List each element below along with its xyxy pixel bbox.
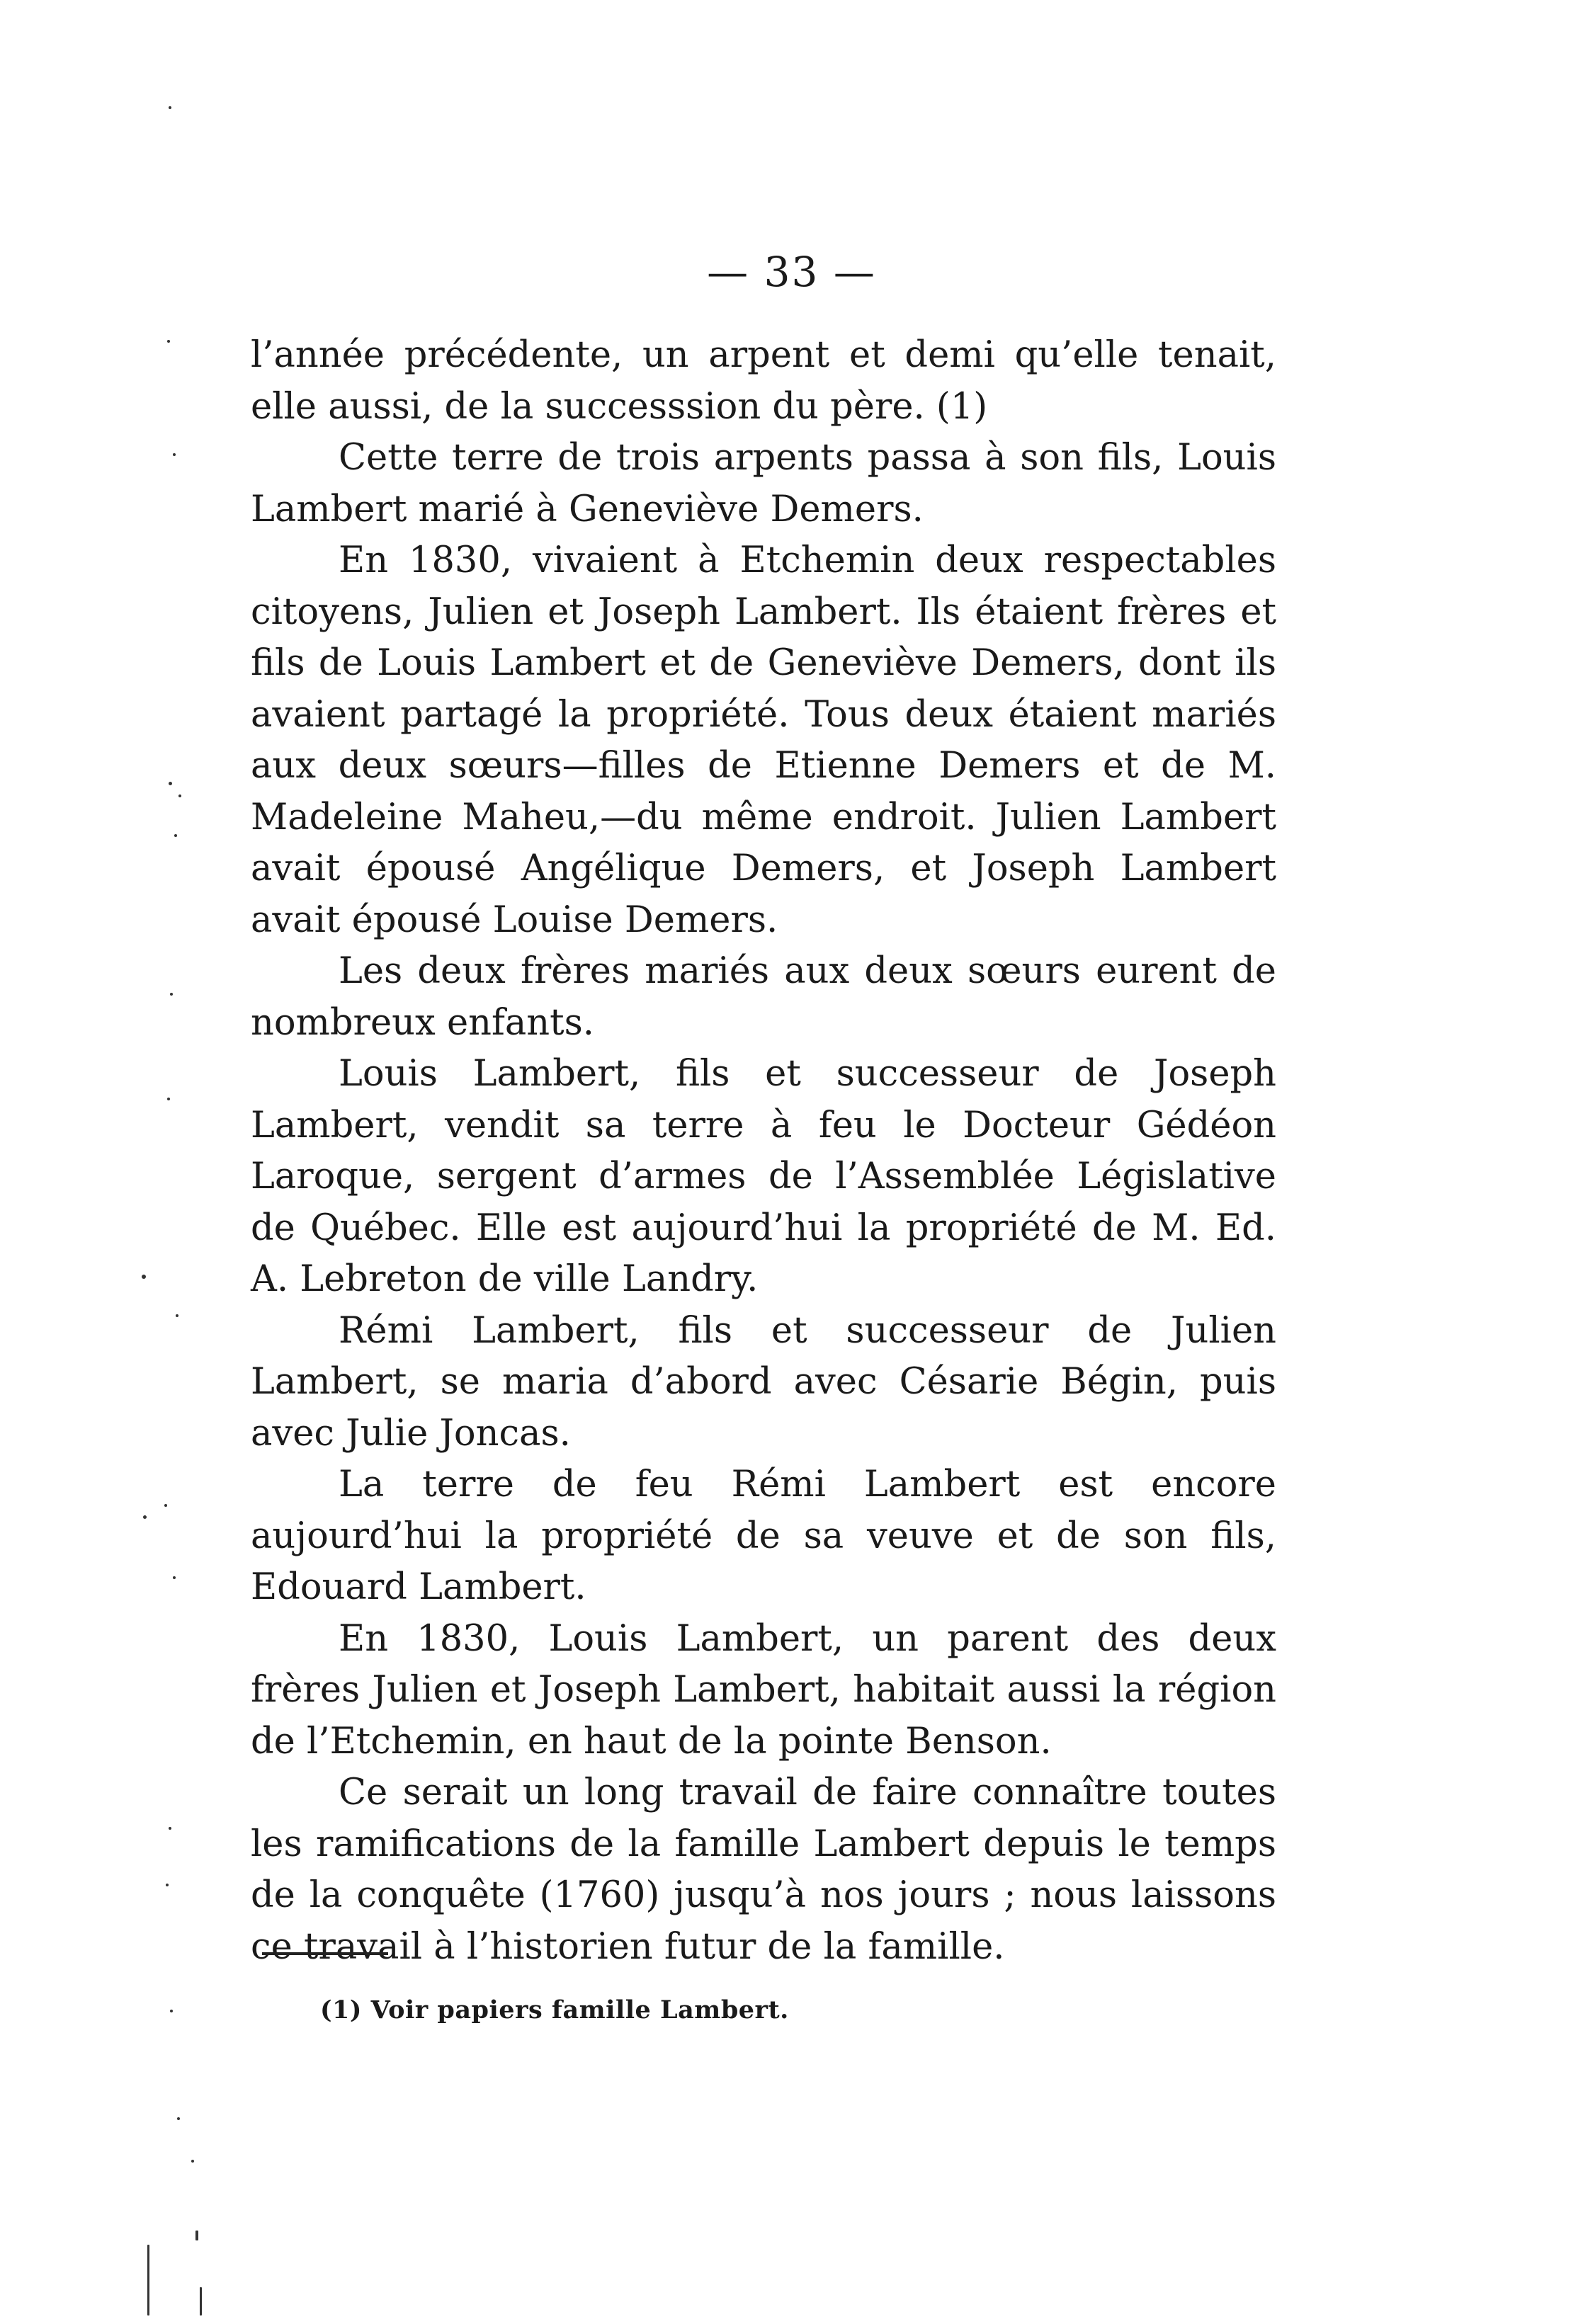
speck (169, 1827, 171, 1830)
speck (167, 340, 170, 343)
page-number: — 33 — (707, 248, 876, 296)
speck (143, 1515, 147, 1519)
speck (164, 1504, 167, 1507)
paragraph-continuation: l’année précédente, un arpent et demi qu’elle tenait, elle aussi, de la successsion du père. (1) (251, 334, 1276, 428)
speck (174, 834, 177, 837)
speck (178, 794, 181, 797)
paragraph: Cette terre de trois arpents passa à son fils, Louis Lambert marié à Geneviève Demers. (251, 437, 1276, 530)
footnote-divider (262, 1952, 388, 1955)
speck (170, 993, 173, 996)
speck (195, 2231, 198, 2240)
body-text (251, 330, 1276, 1973)
speck (200, 2287, 202, 2316)
speck (170, 2010, 173, 2012)
paragraph: Rémi Lambert, fils et successeur de Julien Lambert, se maria d’abord avec Césarie Bégin, puis avec Julie Joncas. (251, 1309, 1276, 1454)
speck (166, 1884, 169, 1886)
speck (173, 453, 176, 456)
margin-specks (0, 0, 212, 2324)
paragraph: Louis Lambert, fils et successeur de Joseph Lambert, vendit sa terre à feu le Docteur Gédéon Laroque, sergent d’armes de l’Assemblée Législative de Québec. Elle est aujourd’hui la propriété de M. Ed. A. Lebreton de ville Landry. (251, 1053, 1276, 1300)
paragraph: En 1830, vivaient à Etchemin deux respectables citoyens, Julien et Joseph Lambert. Ils étaient frères et fils de Louis Lambert et de Geneviève Demers, dont ils avaient partagé la propriété. Tous deux étaient mariés aux deux sœurs—filles de Etienne Demers et de M. Madeleine Maheu,—du même endroit. Julien Lambert avait épousé Angélique Demers, et Joseph Lambert avait épousé Louise Demers. (251, 540, 1276, 941)
speck (173, 1576, 176, 1579)
speck (177, 2117, 180, 2120)
speck (169, 782, 172, 785)
footnote: (1) Voir papiers famille Lambert. (320, 1995, 789, 2024)
speck (142, 1275, 146, 1279)
speck (176, 1314, 178, 1317)
paragraph: Les deux frères mariés aux deux sœurs eurent de nombreux enfants. (251, 950, 1276, 1044)
paragraph: En 1830, Louis Lambert, un parent des deux frères Julien et Joseph Lambert, habitait aussi la région de l’Etchemin, en haut de la pointe Benson. (251, 1617, 1276, 1762)
paragraph: Ce serait un long travail de faire connaître toutes les ramifications de la famille Lambert depuis le temps de la conquête (1760) jusqu’à nos jours ; nous laissons ce travail à l’historien futur de la famille. (251, 1772, 1276, 1968)
paragraph: La terre de feu Rémi Lambert est encore aujourd’hui la propriété de sa veuve et de son fils, Edouard Lambert. (251, 1464, 1276, 1608)
speck (191, 2160, 194, 2163)
speck (147, 2245, 149, 2316)
speck (169, 106, 171, 109)
speck (167, 1098, 170, 1100)
